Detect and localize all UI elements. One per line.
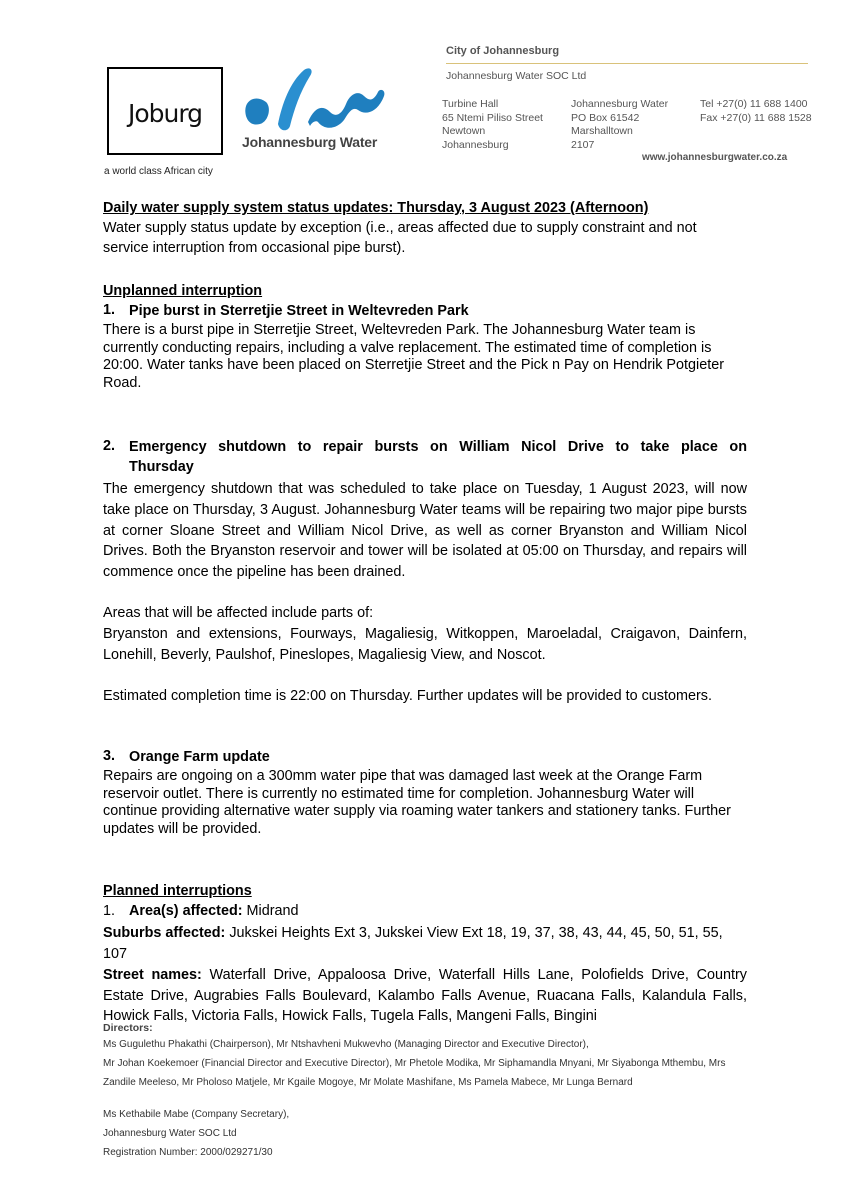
intro-line-1: Water supply status update by exception (i.e., areas affected due to supply constraint and not <box>103 220 697 236</box>
item-3-body: Repairs are ongoing on a 300mm water pipe that was damaged last week at the Orange Farm reservoir outlet. There is currently no estimated time for completion. Johannesburg Water will continue providing alternative water supply via roaming water tankers and stationery tanks. Further updates will be provided. <box>103 768 731 837</box>
item-1-number: 1. <box>103 302 116 318</box>
joburg-logo-text: Joburg <box>127 99 203 128</box>
water-wave-icon <box>238 64 393 134</box>
planned-item-1-streets <box>103 965 747 1023</box>
item-3-title: Orange Farm update <box>129 749 270 765</box>
planned-item-1-area <box>103 902 747 922</box>
streets-label: Street names: <box>103 967 202 983</box>
item-2-number: 2. <box>103 438 116 454</box>
johannesburg-water-logo <box>238 64 393 156</box>
registration-number: Registration Number: 2000/029271/30 <box>103 1147 273 1158</box>
city-name: City of Johannesburg <box>446 45 560 57</box>
unplanned-heading: Unplanned interruption <box>103 283 263 299</box>
planned-heading: Planned interruptions <box>103 883 252 899</box>
suburbs-label: Suburbs affected: <box>103 925 226 941</box>
item-2-body: The emergency shutdown that was scheduled to take place on Tuesday, 1 August 2023, will now take place on Thursday, 3 August. Johannesburg Water teams will be repairing two major pipe bursts at corner Sloane Street and William Nicol Drive, as well as corner Bryanston and William Nicol Drives. Both the Bryanston reservoir and tower will be isolated at 05:00 on Thursday, and repairs will commence once the pipeline has been drained. <box>103 481 747 581</box>
item-1-title: Pipe burst in Sterretjie Street in Weltevreden Park <box>129 303 469 319</box>
streets-value: Waterfall Drive, Appaloosa Drive, Waterfall Hills Lane, Polofields Drive, Country Estate Drive, Augrabies Falls Boulevard, Kalambo Falls Avenue, Ruacana Falls, Kalandula Falls, Howick Falls, Victoria Falls, Howick Falls, Tugela Falls, Mangeni Falls, Bingini <box>103 967 747 1023</box>
directors-line-3: Zandile Meeleso, Mr Pholoso Matjele, Mr Kgaile Mogoye, Mr Molate Mashifane, Ms Pamela Mabece, Mr Lunga Bernard <box>103 1077 633 1088</box>
item-2-title-line-1: Emergency shutdown to repair bursts on William Nicol Drive to take place on <box>129 439 747 455</box>
item-1-body: There is a burst pipe in Sterretjie Street, Weltevreden Park. The Johannesburg Water team is currently conducting repairs, including a valve replacement. The estimated time of completion is 20:00. Water tanks have been placed on Sterretjie Street and the Pick n Pay on Hendrik Potgieter Road. <box>103 322 725 391</box>
header-divider <box>446 63 808 64</box>
company-secretary: Ms Kethabile Mabe (Company Secretary), <box>103 1109 290 1120</box>
item-2-areas: Bryanston and extensions, Fourways, Magaliesig, Witkoppen, Maroeladal, Craigavon, Dainfern, Lonehill, Beverly, Paulshof, Pineslopes, Magaliesig View, and Noscot. <box>103 626 747 663</box>
item-2-areas-intro: Areas that will be affected include parts of: <box>103 605 374 621</box>
area-label-wrap <box>129 902 299 922</box>
fax: Fax +27(0) 11 688 1528 <box>700 111 812 124</box>
item-3-number: 3. <box>103 748 116 764</box>
item-2-completion: Estimated completion time is 22:00 on Thursday. Further updates will be provided to customers. <box>103 688 712 704</box>
directors-label: Directors: <box>103 1022 153 1034</box>
joburg-logo <box>107 67 223 155</box>
planned-item-1-suburbs <box>103 923 747 964</box>
telephone: Tel +27(0) 11 688 1400 <box>700 98 808 110</box>
document-title: Daily water supply system status updates: Thursday, 3 August 2023 (Afternoon) <box>103 200 649 216</box>
footer-company: Johannesburg Water SOC Ltd <box>103 1128 237 1139</box>
area-value: Midrand <box>242 903 299 919</box>
intro-line-2: service interruption from occasional pipe burst). <box>103 240 406 256</box>
physical-address: Turbine Hall 65 Ntemi Piliso Street Newtown Johannesburg <box>442 98 543 151</box>
company-name: Johannesburg Water SOC Ltd <box>446 70 587 82</box>
directors-line-1: Ms Gugulethu Phakathi (Chairperson), Mr Ntshavheni Mukwevho (Managing Director and Executive Director), <box>103 1039 589 1050</box>
website-link[interactable]: www.johannesburgwater.co.za <box>642 152 788 163</box>
johannesburg-water-logo-text: Johannesburg Water <box>242 134 378 150</box>
joburg-tagline: a world class African city <box>104 166 213 177</box>
postal-address: Johannesburg Water PO Box 61542 Marshalltown 2107 <box>571 98 669 151</box>
directors-line-2: Mr Johan Koekemoer (Financial Director and Executive Director), Mr Phetole Modika, Mr Siphamandla Mnyani, Mr Siyabonga Mthembu, Mrs <box>103 1058 726 1069</box>
area-label: Area(s) affected: <box>129 903 243 919</box>
planned-item-1-number: 1. <box>103 903 116 919</box>
contact-numbers <box>700 98 812 125</box>
item-2-title-line-2: Thursday <box>129 459 194 475</box>
suburbs-value: Jukskei Heights Ext 3, Jukskei View Ext 18, 19, 37, 38, 43, 44, 45, 50, 51, 55, 107 <box>103 925 723 962</box>
